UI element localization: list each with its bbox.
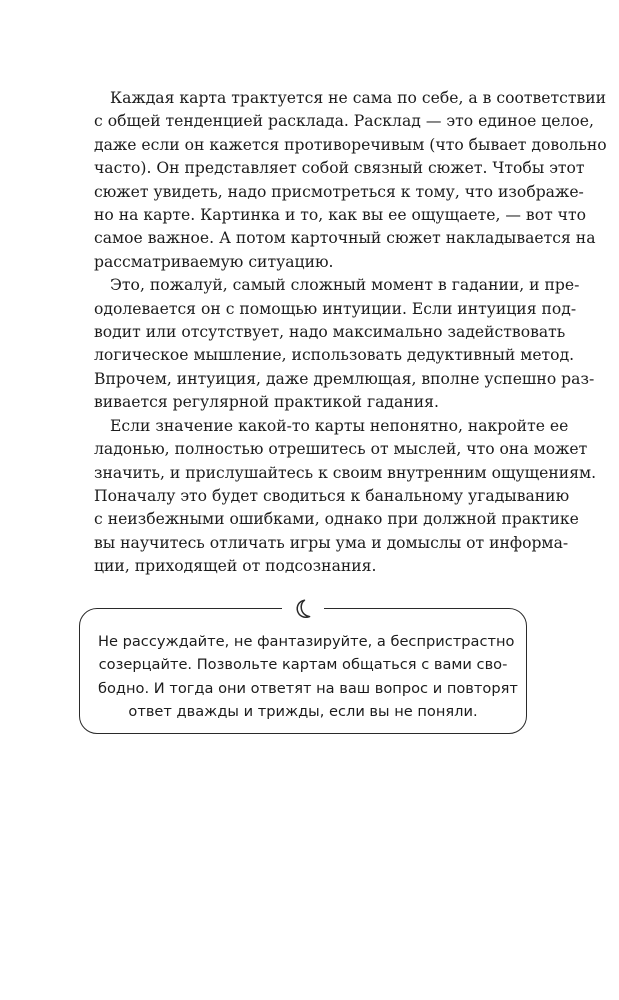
crescent-moon-icon <box>282 595 324 623</box>
paragraph-1 <box>94 87 607 274</box>
text-line: одолевается он с помощью интуиции. Если интуиция под- <box>94 299 577 318</box>
text-line: логическое мышление, использовать дедуктивный метод. <box>94 346 575 365</box>
paragraph-3 <box>94 415 597 579</box>
text-line: но на карте. Картинка и то, как вы ее ощущаете, — вот что <box>94 206 587 225</box>
callout-text <box>98 630 518 724</box>
text-line: водит или отсутствует, надо максимально задействовать <box>94 323 566 342</box>
text-line: даже если он кажется противоречивым (что бывает довольно <box>94 135 607 154</box>
text-line: вы научитесь отличать игры ума и домыслы от информа- <box>94 533 569 552</box>
paragraph-2 <box>94 274 595 414</box>
text-line: значить, и прислушайтесь к своим внутренним ощущениям. <box>94 463 597 482</box>
text-line: часто). Он представляет собой связный сюжет. Чтобы этот <box>94 159 585 178</box>
text-line: с общей тенденцией расклада. Расклад — это единое целое, <box>94 112 594 131</box>
text-line: с неизбежными ошибками, однако при должной практике <box>94 510 579 529</box>
text-line: вивается регулярной практикой гадания. <box>94 393 439 412</box>
text-line: Каждая карта трактуется не сама по себе, а в соответствии <box>110 89 607 107</box>
callout-line: бодно. И тогда они ответят на ваш вопрос и повторят <box>98 679 518 697</box>
text-line: Впрочем, интуиция, даже дремлющая, вполне успешно раз- <box>94 369 595 388</box>
text-line: ции, приходящей от подсознания. <box>94 557 377 576</box>
callout-line: Не рассуждайте, не фантазируйте, а беспристрастно <box>98 633 515 650</box>
callout-line: созерцайте. Позвольте картам общаться с вами сво- <box>98 656 508 674</box>
text-line: самое важное. А потом карточный сюжет накладывается на <box>94 229 596 248</box>
text-line: ладонью, полностью отрешитесь от мыслей, что она может <box>94 440 588 459</box>
text-line: рассматриваемую ситуацию. <box>94 252 334 271</box>
callout-line: ответ дважды и трижды, если вы не поняли. <box>128 703 478 721</box>
text-line: Поначалу это будет сводиться к банальному угадыванию <box>94 486 570 505</box>
callout-box <box>79 608 527 734</box>
body-text <box>94 87 607 579</box>
text-line: Это, пожалуй, самый сложный момент в гадании, и пре- <box>110 276 580 295</box>
text-line: Если значение какой-то карты непонятно, накройте ее <box>110 416 569 435</box>
text-line: сюжет увидеть, надо присмотреться к тому, что изображе- <box>94 182 584 201</box>
